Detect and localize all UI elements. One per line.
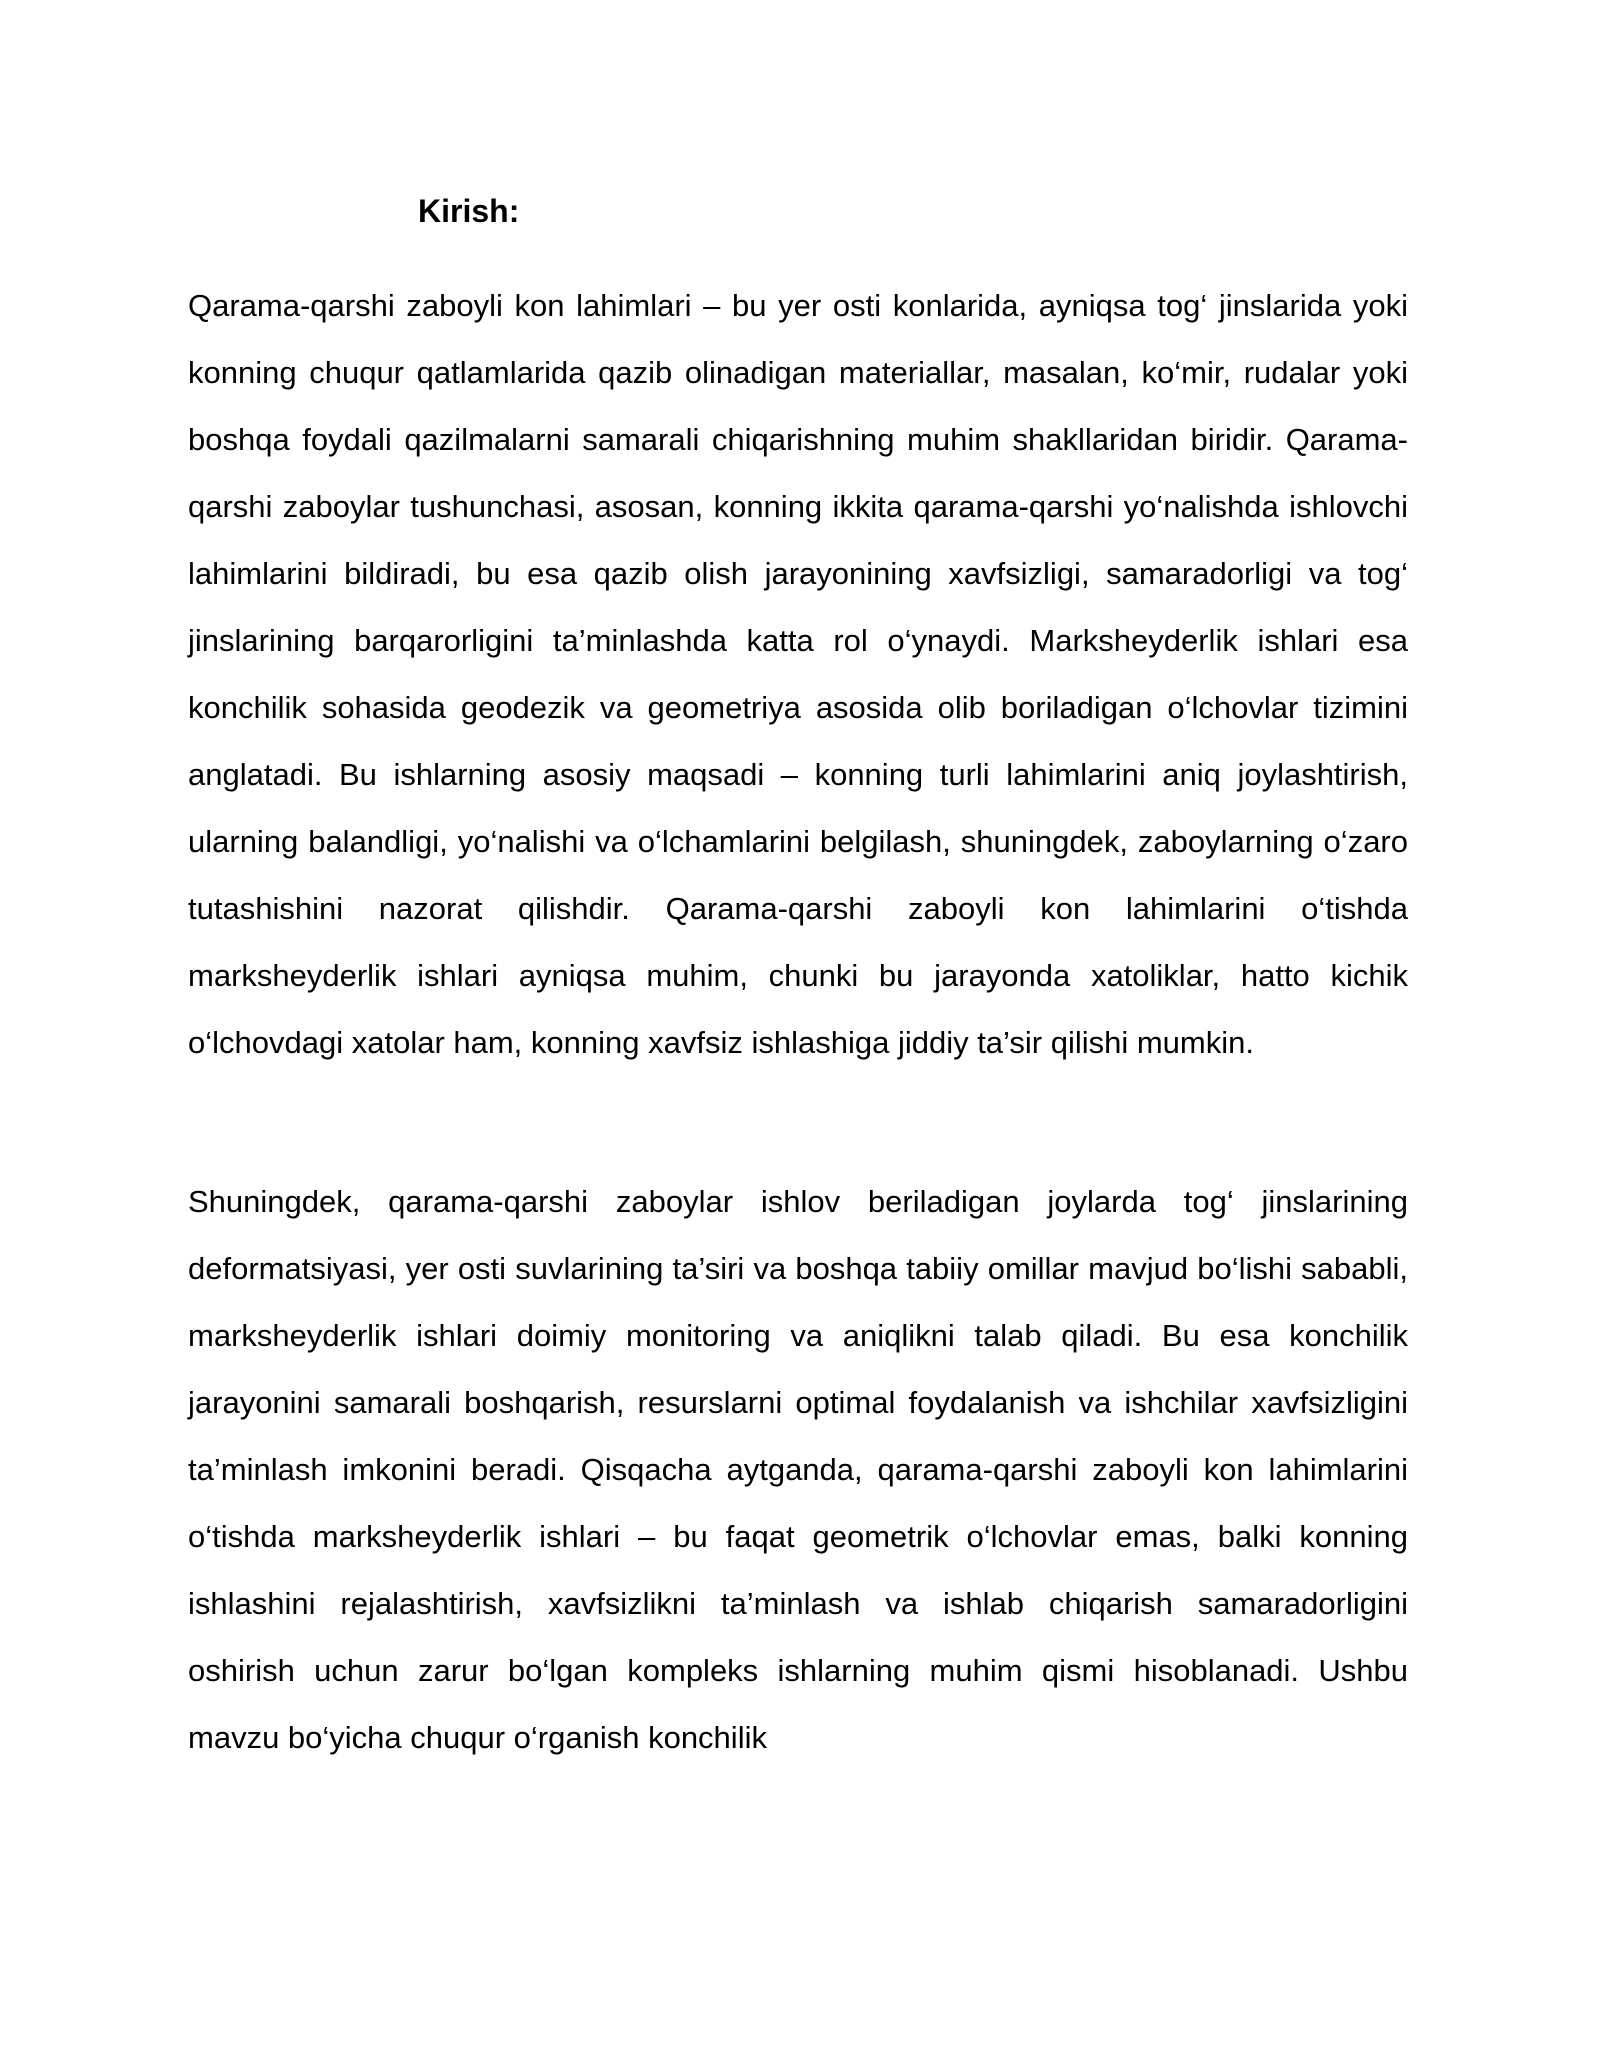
paragraph-2: Shuningdek, qarama-qarshi zaboylar ishlov beriladigan joylarda tog‘ jinslarining deformatsiyasi, yer osti suvlarining ta’siri va boshqa tabiiy omillar mavjud bo‘lishi sababli, marksheyderlik ishlari doimiy monitoring va aniqlikni talab qiladi. Bu esa konchilik jarayonini samarali boshqarish, resurslarni optimal foydalanish va ishchilar xavfsizligini ta’minlash imkonini beradi. Qisqacha aytganda, qarama-qarshi zaboyli kon lahimlarini o‘tishda marksheyderlik ishlari – bu faqat geometrik o‘lchovlar emas, balki konning ishlashini rejalashtirish, xavfsizlikni ta’minlash va ishlab chiqarish samaradorligini oshirish uchun zarur bo‘lgan kompleks ishlarning muhim qismi hisoblanadi. Ushbu mavzu bo‘yicha chuqur o‘rganish konchilik <box>188 1184 1408 1755</box>
section-heading: Kirish: <box>418 193 520 229</box>
paragraph-1: Qarama-qarshi zaboyli kon lahimlari – bu yer osti konlarida, ayniqsa tog‘ jinslarida yoki konning chuqur qatlamlarida qazib olinadigan materiallar, masalan, ko‘mir, rudalar yoki boshqa foydali qazilmalarni samarali chiqarishning muhim shakllaridan biridir. Qarama-qarshi zaboylar tushunchasi, asosan, konning ikkita qarama-qarshi yo‘nalishda ishlovchi lahimlarini bildiradi, bu esa qazib olish jarayonining xavfsizligi, samaradorligi va tog‘ jinslarining barqarorligini ta’minlashda katta rol o‘ynaydi. Marksheyderlik ishlari esa konchilik sohasida geodezik va geometriya asosida olib boriladigan o‘lchovlar tizimini anglatadi. Bu ishlarning asosiy maqsadi – konning turli lahimlarini aniq joylashtirish, ularning balandligi, yo‘nalishi va o‘lchamlarini belgilash, shuningdek, zaboylarning o‘zaro tutashishini nazorat qilishdir. Qarama-qarshi zaboyli kon lahimlarini o‘tishda marksheyderlik ishlari ayniqsa muhim, chunki bu jarayonda xatoliklar, hatto kichik o‘lchovdagi xatolar ham, konning xavfsiz ishlashiga jiddiy ta’sir qilishi mumkin. <box>188 288 1408 1060</box>
